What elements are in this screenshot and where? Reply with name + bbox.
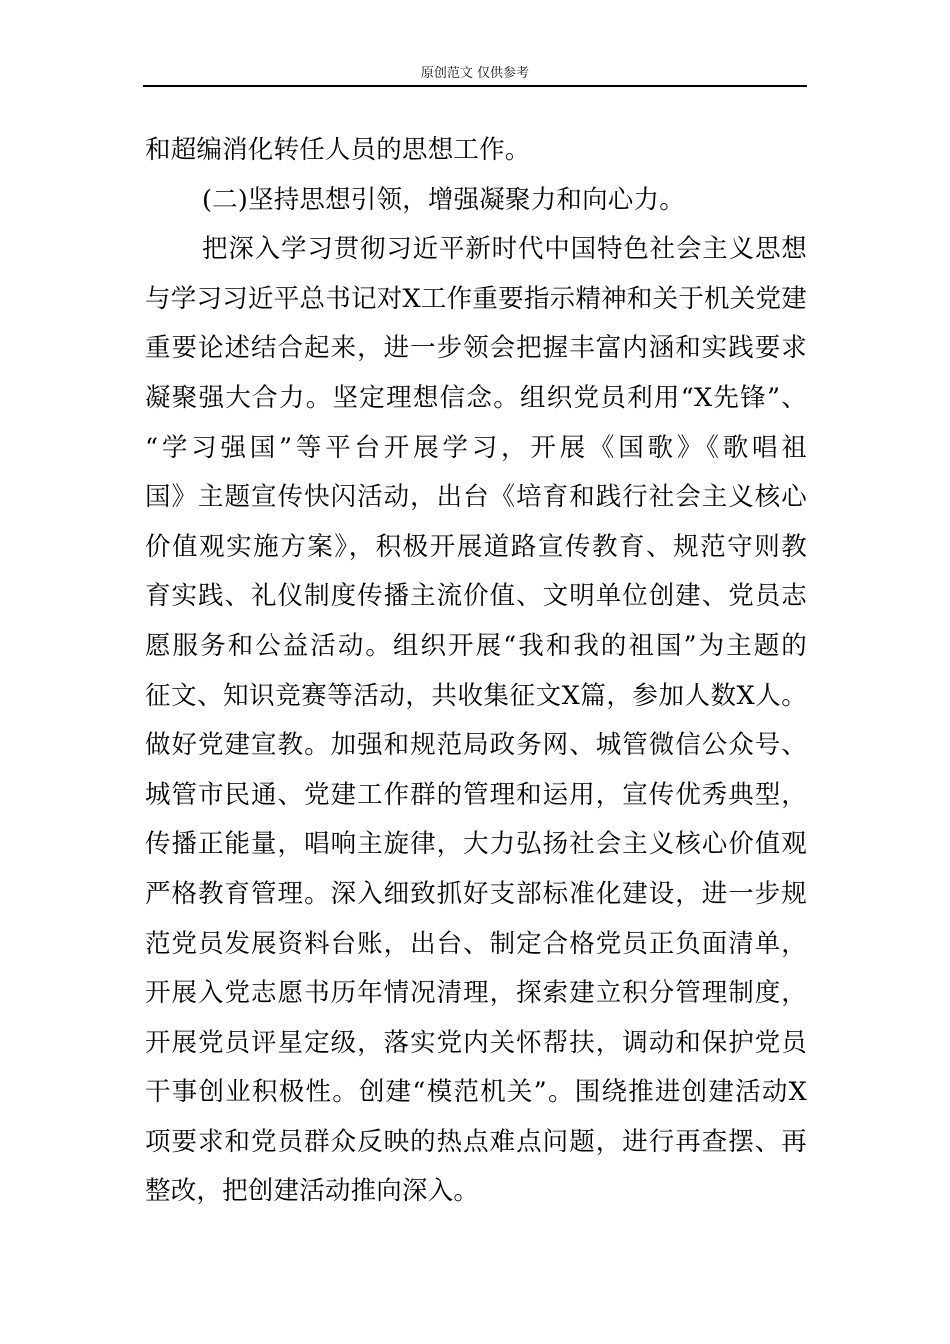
text-line: “学习强国”等平台开展学习，开展《国歌》《歌唱祖 [145,432,807,463]
page-header: 原创范文 仅供参考 [420,66,530,81]
body-text [145,129,807,1220]
text-line: 愿服务和公益活动。组织开展“我和我的祖国”为主题的 [145,630,807,661]
header-divider [143,85,807,87]
text-line: 做好党建宣教。加强和规范局政务网、城管微信公众号、 [145,730,807,761]
text-line: 传播正能量，唱响主旋律，大力弘扬社会主义核心价值观 [145,829,807,860]
text-line: 范党员发展资料台账，出台、制定合格党员正负面清单， [145,928,807,959]
text-line: 国》主题宣传快闪活动，出台《培育和践行社会主义核心 [145,482,807,513]
text-line: 育实践、礼仪制度传播主流价值、文明单位创建、党员志 [145,581,807,612]
text-line: 项要求和党员群众反映的热点难点问题，进行再查摆、再 [145,1126,807,1157]
text-line: 整改，把创建活动推向深入。 [145,1176,480,1207]
text-line: 城管市民通、党建工作群的管理和运用，宣传优秀典型， [145,779,807,810]
text-line: 开展入党志愿书历年情况清理，探索建立积分管理制度， [145,978,807,1009]
text-line: 征文、知识竞赛等活动，共收集征文X篇，参加人数X人。 [145,680,807,711]
text-line: 开展党员评星定级，落实党内关怀帮扶，调动和保护党员 [145,1027,807,1058]
text-line: 干事创业积极性。创建“模范机关”。围绕推进创建活动X [145,1077,807,1108]
text-line: 和超编消化转任人员的思想工作。 [145,135,531,165]
text-line: 重要论述结合起来，进一步领会把握丰富内涵和实践要求 [145,333,807,364]
text-line: 凝聚强大合力。坚定理想信念。组织党员利用“X先锋”、 [145,382,807,413]
text-line: 把深入学习贯彻习近平新时代中国特色社会主义思想 [202,234,807,265]
text-line: 严格教育管理。深入细致抓好支部标准化建设，进一步规 [145,878,807,909]
text-line: 与学习习近平总书记对X工作重要指示精神和关于机关党建 [145,283,807,314]
section-heading: (二)坚持思想引领，增强凝聚力和向心力。 [202,184,685,215]
text-line: 价值观实施方案》，积极开展道路宣传教育、规范守则教 [145,531,807,562]
